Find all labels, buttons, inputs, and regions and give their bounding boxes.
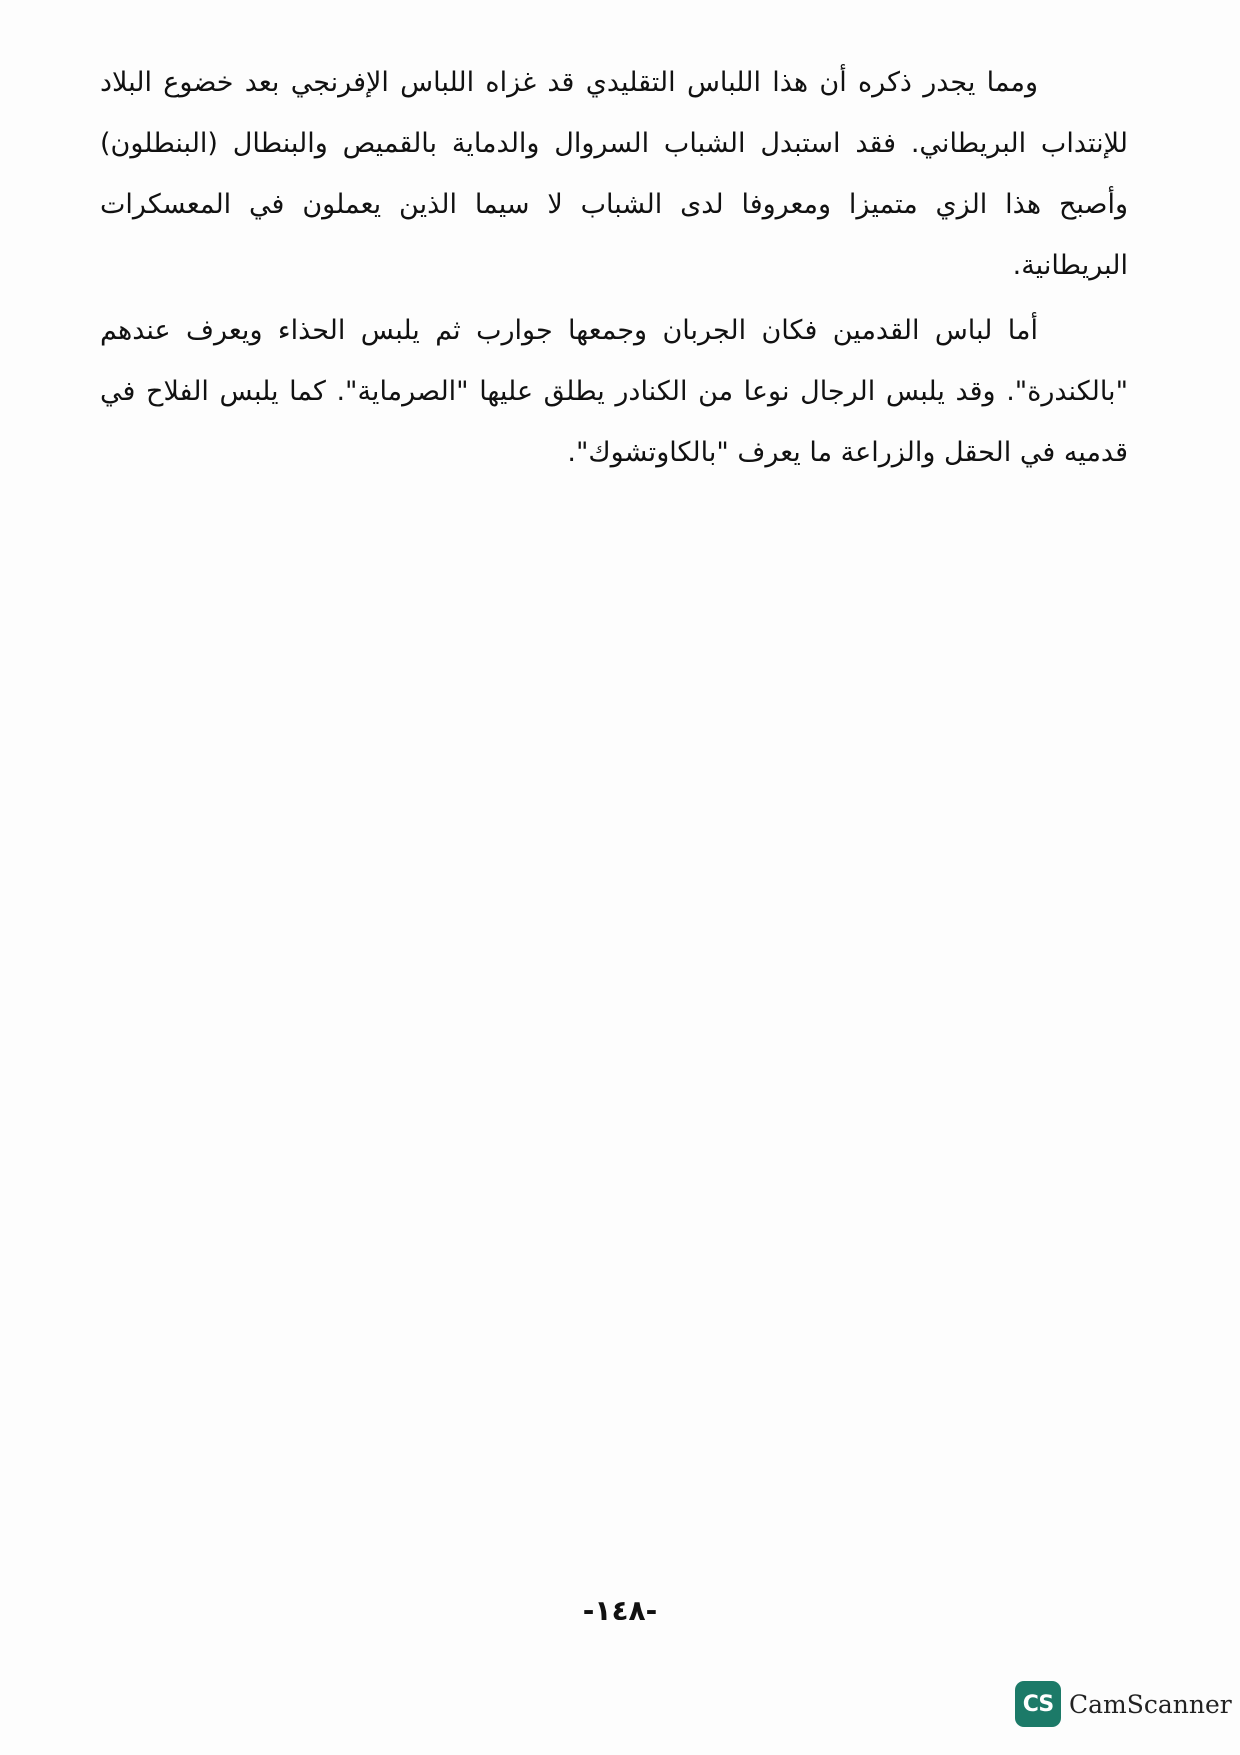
camscanner-watermark <box>1015 1680 1232 1728</box>
paragraph-clothing: ومما يجدر ذكره أن هذا اللباس التقليدي قد غزاه اللباس الإفرنجي بعد خضوع البلاد للإنتداب البريطاني. فقد استبدل الشباب السروال والدماية بالقميص والبنطال (البنطلون) وأصبح هذا الزي متميزا ومعروفا لدى الشباب لا سيما الذين يعملون في المعسكرات البريطانية. <box>100 67 1128 281</box>
camscanner-logo-icon: CS <box>1015 1681 1061 1727</box>
camscanner-brand-text: CamScanner <box>1069 1689 1232 1719</box>
body-text <box>100 52 1128 483</box>
page-number: -١٤٨- <box>582 1594 658 1627</box>
paragraph-footwear: أما لباس القدمين فكان الجربان وجمعها جوارب ثم يلبس الحذاء ويعرف عندهم "بالكندرة". وقد يلبس الرجال نوعا من الكنادر يطلق عليها "الصرماية". كما يلبس الفلاح في قدميه في الحقل والزراعة ما يعرف "بالكاوتشوك". <box>100 315 1128 468</box>
